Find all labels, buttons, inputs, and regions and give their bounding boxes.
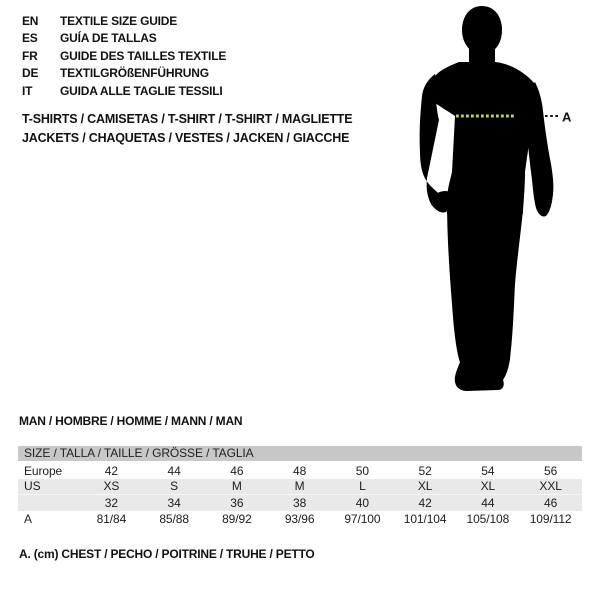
size-cell: L <box>359 479 366 493</box>
size-cell: 52 <box>418 464 432 478</box>
size-cell: 44 <box>481 496 495 510</box>
language-row <box>22 65 226 82</box>
row-label: Europe <box>24 464 63 478</box>
language-list <box>22 13 226 100</box>
size-table-body <box>18 463 582 527</box>
size-cell: 36 <box>230 496 244 510</box>
row-label: US <box>24 479 41 493</box>
language-code: ES <box>22 31 38 46</box>
size-cell: 101/104 <box>403 512 447 526</box>
language-row <box>22 13 226 30</box>
section-title-man: MAN / HOMBRE / HOMME / MANN / MAN <box>19 414 243 428</box>
size-cell: 38 <box>293 496 307 510</box>
size-table <box>18 446 582 527</box>
size-cell: 54 <box>481 464 495 478</box>
category-line-tshirts: T-SHIRTS / CAMISETAS / T-SHIRT / T-SHIRT / MAGLIETTE <box>22 112 353 126</box>
language-label: GUIDE DES TAILLES TEXTILE <box>60 48 227 63</box>
size-cell: 42 <box>104 464 118 478</box>
size-cell: 89/92 <box>222 512 252 526</box>
language-row <box>22 48 226 65</box>
size-cell: 40 <box>355 496 369 510</box>
size-table-header: SIZE / TALLA / TAILLE / GRÖSSE / TAGLIA <box>18 446 582 461</box>
size-cell: 97/100 <box>344 512 381 526</box>
language-label: TEXTILE SIZE GUIDE <box>60 14 178 28</box>
size-cell: 32 <box>104 496 118 510</box>
size-cell: M <box>294 479 305 493</box>
language-label: TEXTILGRÖßENFÜHRUNG <box>60 66 209 81</box>
legs-shape <box>447 199 523 391</box>
size-cell: 85/88 <box>159 512 189 526</box>
table-row <box>18 511 582 527</box>
neck-shape <box>469 38 495 64</box>
language-label: GUIDA ALLE TAGLIE TESSILI <box>60 83 223 98</box>
size-cell: 42 <box>418 496 432 510</box>
size-cell: 46 <box>230 464 244 478</box>
size-cell: S <box>170 479 179 493</box>
right-arm-shape <box>527 82 554 217</box>
language-code: EN <box>22 14 39 28</box>
size-cell: 105/108 <box>466 512 510 526</box>
size-cell: 50 <box>355 464 369 478</box>
torso-shape <box>423 62 535 214</box>
language-code: DE <box>22 66 39 81</box>
table-row <box>18 463 582 479</box>
size-cell: 81/84 <box>96 512 127 526</box>
language-row <box>22 83 226 100</box>
size-cell: 93/96 <box>284 512 315 526</box>
size-cell: 56 <box>544 464 558 478</box>
size-cell: XL <box>480 479 496 493</box>
size-cell: 48 <box>293 464 307 478</box>
man-silhouette-svg <box>393 4 579 404</box>
man-silhouette-figure <box>393 4 579 404</box>
size-cell: M <box>231 479 242 493</box>
table-row <box>18 495 582 511</box>
language-label: GUÍA DE TALLAS <box>60 31 157 46</box>
category-list <box>22 110 352 148</box>
table-row <box>18 479 582 495</box>
size-cell: 109/112 <box>529 512 572 526</box>
language-code: IT <box>22 83 33 98</box>
measurement-footnote: A. (cm) CHEST / PECHO / POITRINE / TRUHE / PETTO <box>19 547 315 561</box>
size-cell: XS <box>103 479 120 493</box>
measure-label-a: A <box>562 109 572 125</box>
size-cell: 34 <box>167 496 181 510</box>
row-label <box>18 495 80 511</box>
language-row <box>22 30 226 47</box>
size-cell: 46 <box>544 496 558 510</box>
row-label: A <box>24 512 32 526</box>
language-code: FR <box>22 48 38 63</box>
size-cell: 44 <box>167 464 181 478</box>
category-line-jackets: JACKETS / CHAQUETAS / VESTES / JACKEN / GIACCHE <box>22 131 350 145</box>
man-silhouette <box>420 6 554 391</box>
size-cell: XXL <box>539 479 562 493</box>
size-cell: XL <box>417 479 433 493</box>
